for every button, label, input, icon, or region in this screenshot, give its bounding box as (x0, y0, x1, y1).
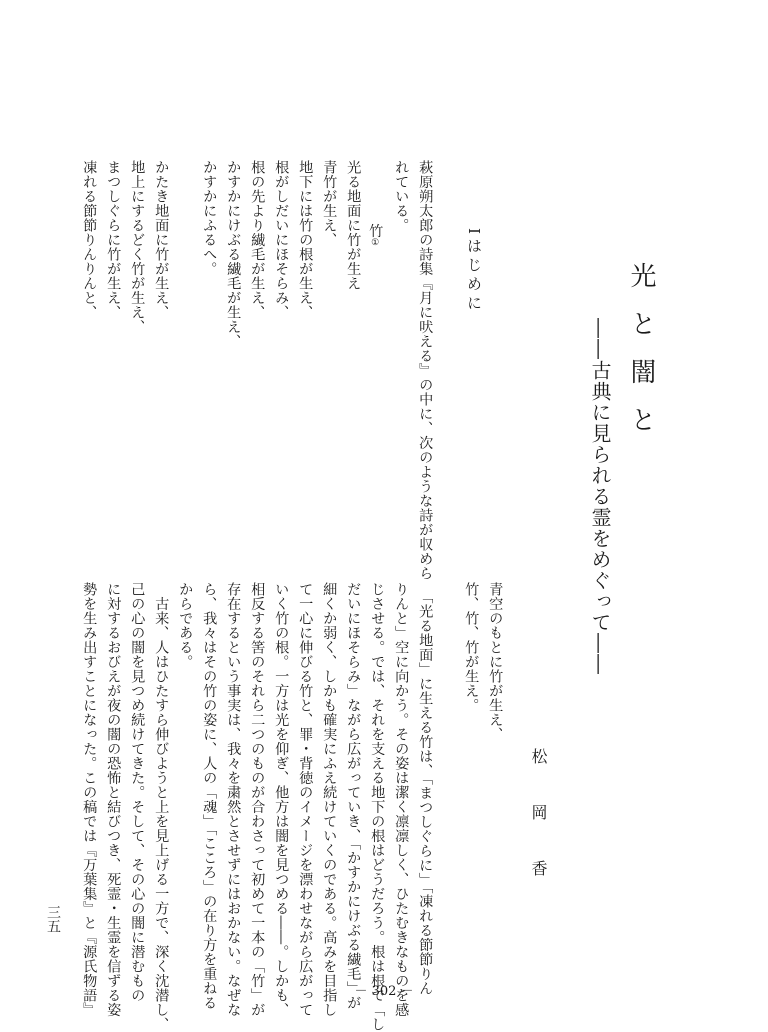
poem-line: 青竹が生え、 (321, 160, 338, 247)
page-number-kanji: 三五 (45, 905, 61, 933)
poem-line: 光る地面に竹が生え (345, 160, 362, 291)
paragraph-line: だいにほそらみ」ながら広がっていき、「かすかにけぶる繊毛」が (345, 582, 362, 1010)
article-title: 光と闇と (626, 262, 656, 454)
paragraph-line: 相反する筈のそれら二つのものが合わさって初めて一本の「竹」が (249, 582, 266, 1017)
paragraph-line: りんと」空に向かう。その姿は潔く凛凛しく、ひたむきなものを感 (393, 582, 410, 1017)
poem-end-line: 竹、竹、竹が生え。 (463, 582, 480, 713)
paragraph-line: ら、我々はその竹の姿に、人の「魂」「こころ」の在り方を重ねる (201, 582, 218, 1010)
author-name: 松岡香 (529, 748, 548, 916)
article-subtitle: ――古典に見られる霊をめぐって―― (588, 318, 612, 675)
paragraph-line: 己の心の闇を見つめ続けてきた。そして、その心の闇に潜むもの (129, 582, 146, 1003)
poem-line: かたき地面に竹が生え、 (153, 160, 170, 320)
paragraph-line: 細くか弱く、しかも確実にふえ続けていくのである。高みを目指し (321, 582, 338, 1017)
poem-line: 根がしだいにほそらみ、 (273, 160, 290, 320)
paragraph-line: に対するおびえが夜の闇の恐怖と結びつき、死霊・生霊を信ずる姿 (105, 582, 122, 1017)
poem-title (368, 214, 396, 248)
poem-line: 地上にするどく竹が生え、 (129, 160, 146, 334)
poem-line: 地下には竹の根が生え、 (297, 160, 314, 320)
poem-line: 凍れる節節りんりんと、 (81, 160, 98, 320)
paragraph-line: 存在するという事実は、我々を粛然とさせずにはおかない。なぜな (225, 582, 242, 1017)
poem-line: かすかにふるへ。 (201, 160, 218, 276)
footer-page-number: － 302 － (354, 984, 414, 999)
intro-line: 萩原朔太郎の詩集『月に吠える』の中に、次のような詩が収めら (417, 160, 434, 581)
footnote-marker: ① (370, 238, 381, 249)
paragraph-line: て一心に伸びる竹と、罪・背徳のイメージを漂わせながら広がって (297, 582, 314, 1017)
paragraph-line: いく竹の根。一方は光を仰ぎ、他方は闇を見つめる――。しかも、 (273, 582, 290, 1017)
intro-line: れている。 (393, 160, 410, 233)
paragraph-line: 古来、人はひたすら伸びようと上を見上げる一方で、深く沈潜し、 (153, 582, 170, 1032)
section-heading: Iはじめに (465, 228, 483, 314)
paragraph-line: 勢を生み出すことになった。この稿では『万葉集』と『源氏物語』 (81, 582, 98, 1017)
paragraph-line: じさせる。では、それを支える地下の根はどうだろう。根は根で「し (369, 582, 386, 1032)
poem-title-text: 竹 (367, 223, 384, 239)
poem-line: まつしぐらに竹が生え、 (105, 160, 122, 320)
paragraph-line: 「光る地面」に生える竹は、「まつしぐらに」「凍れる節節りん (417, 582, 434, 996)
poem-line: かすかにけぶる繊毛が生え、 (225, 160, 242, 349)
poem-end-line: 青空のもとに竹が生え、 (487, 582, 504, 742)
poem-line: 根の先より繊毛が生え、 (249, 160, 266, 320)
paragraph-line: からである。 (177, 582, 194, 669)
